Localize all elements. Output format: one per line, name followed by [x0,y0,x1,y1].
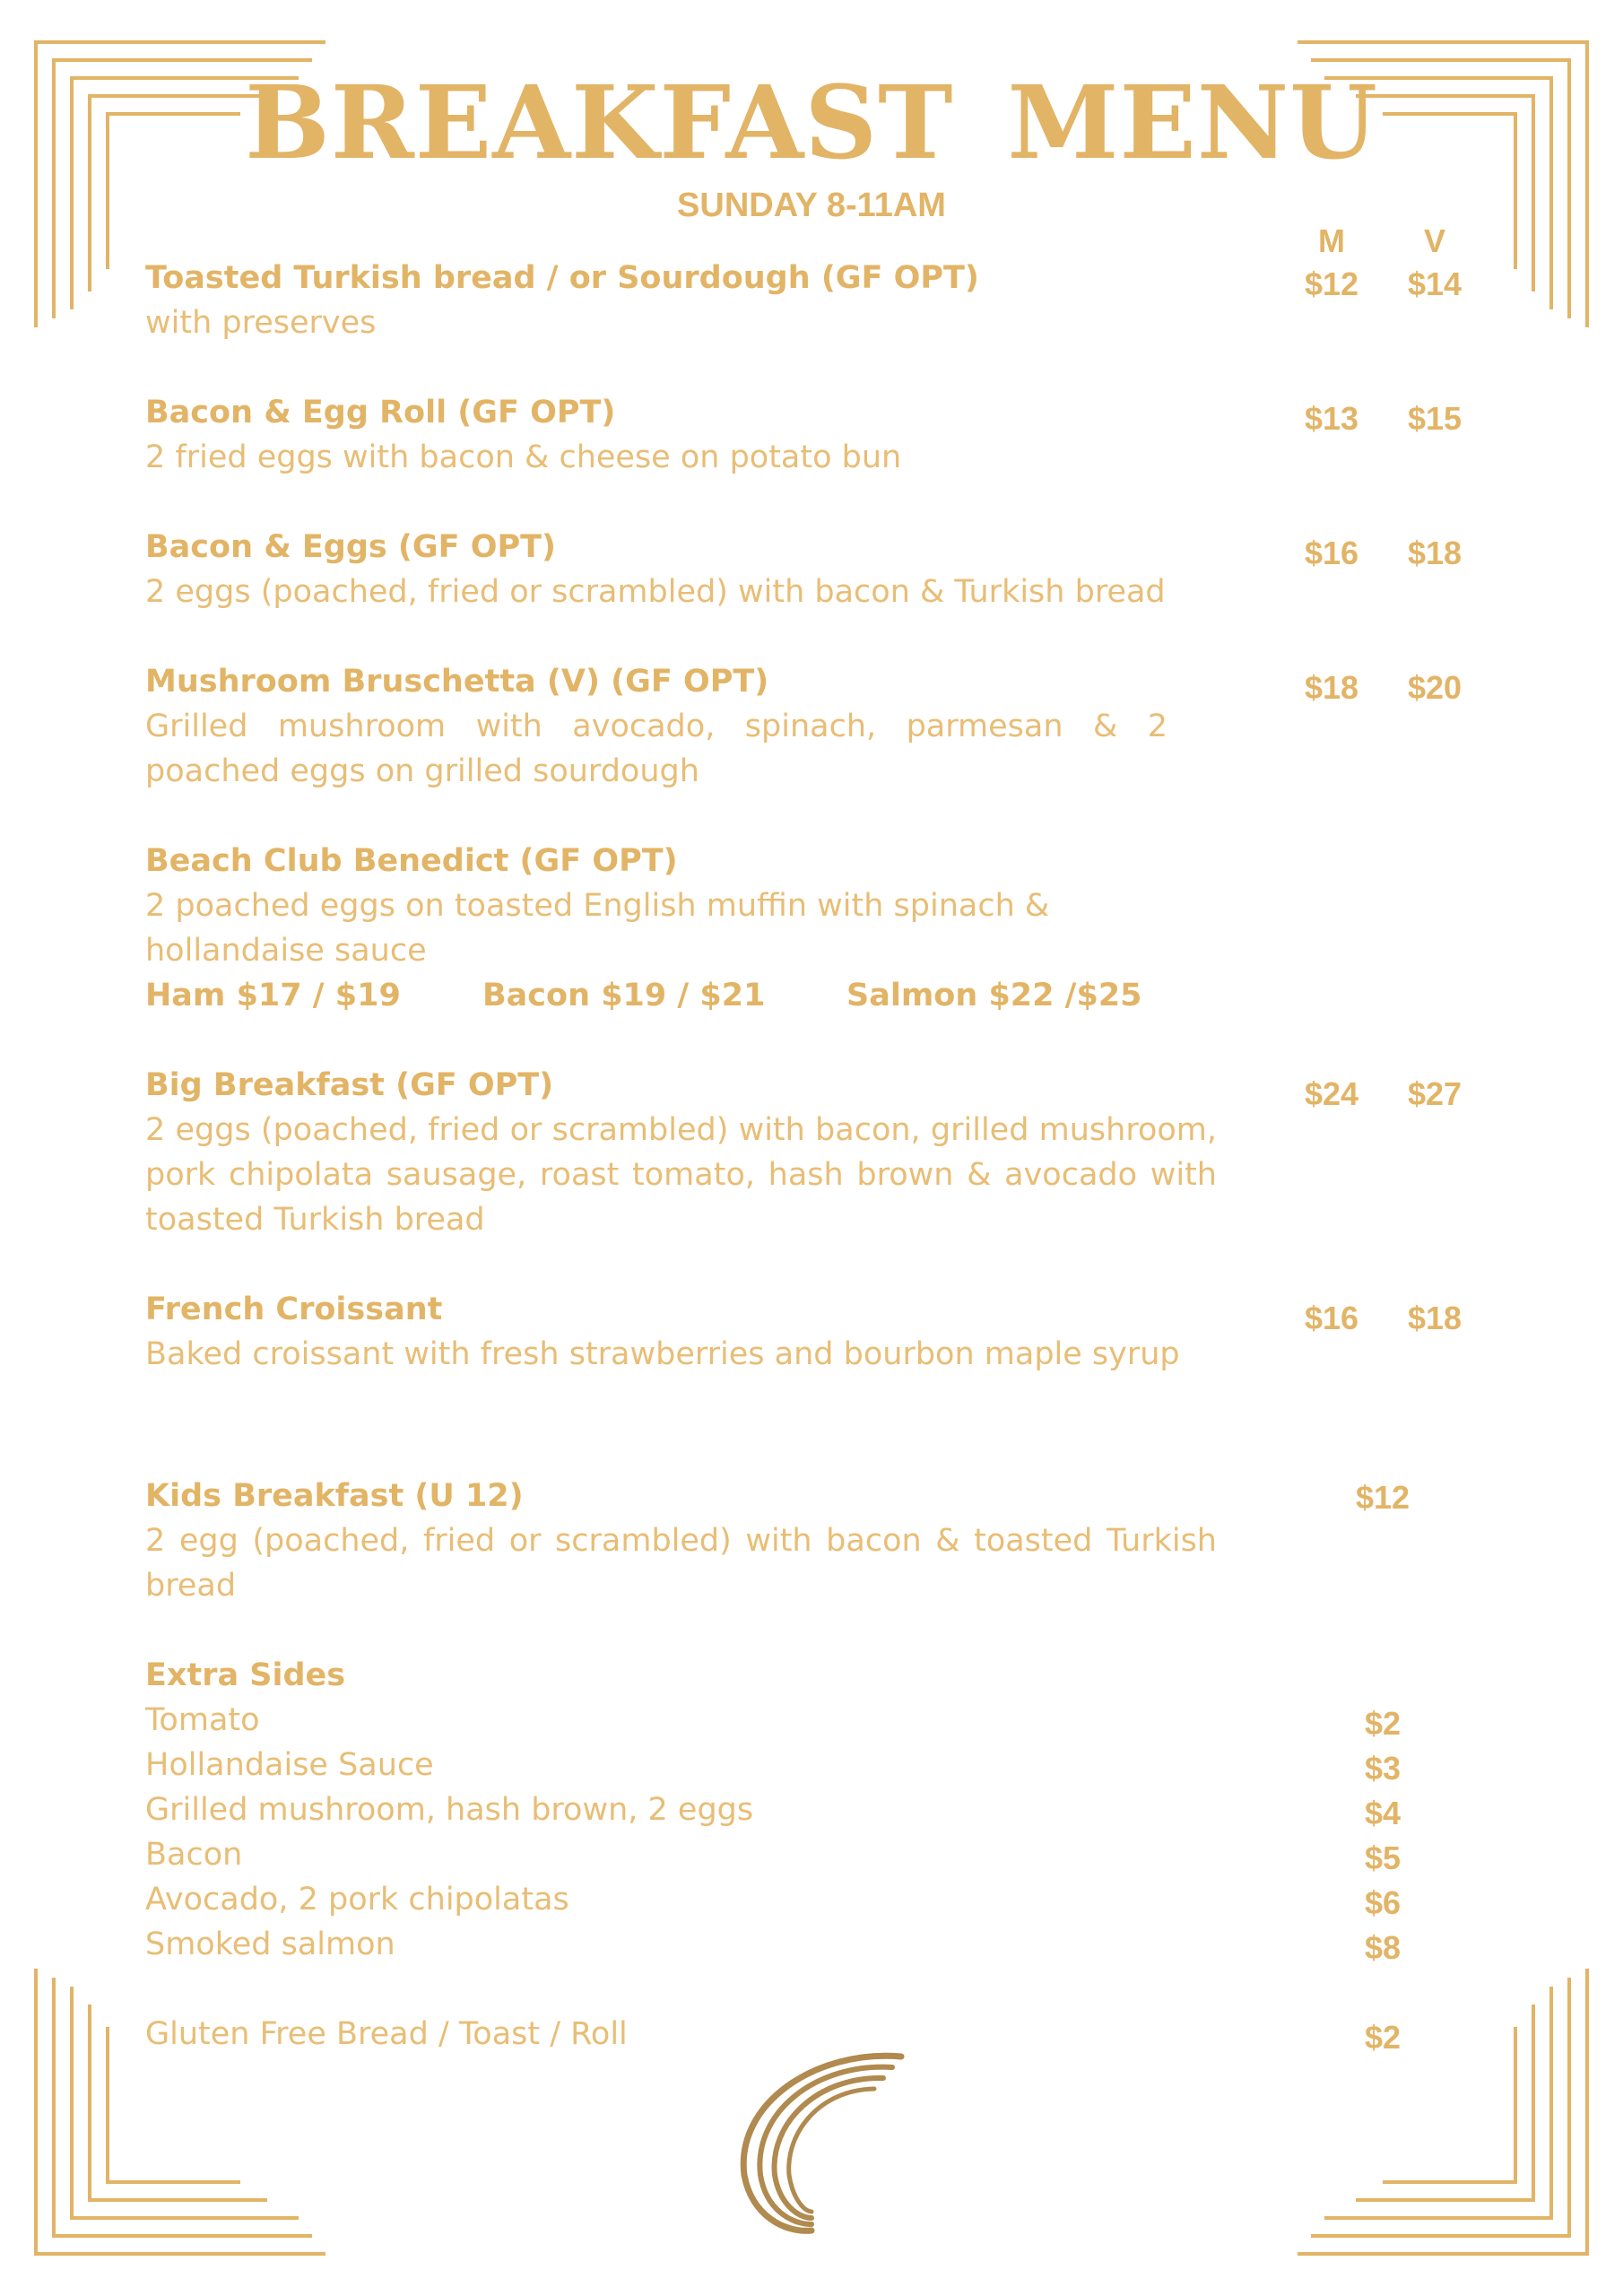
item-price-m: $16 [1304,1300,1359,1336]
menu-item [145,1287,1217,1377]
menu-hours: SUNDAY 8-11AM [677,187,946,224]
menu-item [145,839,1217,1018]
item-description: 2 fried eggs with bacon & cheese on potato bun [145,439,902,475]
menu-item [145,1063,1217,1242]
item-name: Kids Breakfast (U 12) [145,1478,524,1514]
side-price: $6 [1364,1884,1402,1921]
variant-bacon: Bacon $19 / $21 [482,978,766,1013]
item-description: 2 egg (poached, fried or scrambled) with bacon & toasted Turkish bread [145,1523,1217,1604]
menu-item [145,256,1217,345]
item-price-m: $13 [1304,400,1359,437]
side-price: $3 [1364,1750,1402,1787]
item-price-m: $16 [1304,535,1359,571]
side-row [145,1922,1428,1967]
gluten-free-price: $2 [1364,2019,1402,2056]
item-name: Bacon & Egg Roll (GF OPT) [145,395,616,430]
side-price: $5 [1364,1839,1402,1876]
menu-title: BREAKFAST MENU [245,65,1378,182]
side-label: Avocado, 2 pork chipolatas [145,1882,569,1918]
side-row [145,1743,1428,1787]
item-price-v: $18 [1407,535,1462,571]
side-row [145,1832,1428,1877]
menu-item [145,1474,1217,1608]
column-header-m: M [1318,222,1345,259]
item-price-m: $18 [1304,669,1359,706]
item-price-v: $27 [1407,1075,1462,1112]
extra-sides-heading: Extra Sides [145,1657,346,1693]
side-label: Bacon [145,1837,243,1873]
side-price: $2 [1364,1705,1402,1742]
gluten-free-label: Gluten Free Bread / Toast / Roll [145,2016,628,2052]
menu-item [145,525,1217,614]
arc-wave-logo-icon [708,2040,906,2238]
item-description: 2 poached eggs on toasted English muffin with spinach & hollandaise sauce [145,888,1050,969]
item-price-v: $18 [1407,1300,1462,1336]
side-price: $4 [1364,1795,1402,1831]
item-price-m: $12 [1304,265,1359,302]
item-name: Mushroom Bruschetta (V) (GF OPT) [145,664,769,700]
variant-ham: Ham $17 / $19 [145,978,401,1013]
item-price-v: $15 [1407,400,1462,437]
menu-item [145,659,1217,794]
item-description: Baked croissant with fresh strawberries and bourbon maple syrup [145,1336,1180,1372]
item-price: $12 [1355,1479,1410,1516]
variant-salmon: Salmon $22 /$25 [846,978,1142,1013]
side-row [145,1877,1428,1922]
item-name: Beach Club Benedict (GF OPT) [145,843,678,879]
item-name: Big Breakfast (GF OPT) [145,1067,554,1103]
side-price: $8 [1364,1929,1402,1966]
side-row [145,1698,1428,1743]
item-description: 2 eggs (poached, fried or scrambled) with bacon, grilled mushroom, pork chipolata sausage, roast tomato, hash brown & avocado with toasted Turkish bread [145,1112,1217,1238]
item-name: French Croissant [145,1292,443,1327]
column-header-v: V [1423,222,1445,259]
item-description: 2 eggs (poached, fried or scrambled) with bacon & Turkish bread [145,574,1166,610]
side-label: Tomato [145,1702,260,1738]
item-price-v: $14 [1407,265,1462,302]
item-price-m: $24 [1304,1075,1359,1112]
item-description: with preserves [145,305,377,341]
side-row [145,1787,1428,1832]
extra-sides [145,1653,1428,2057]
item-name: Toasted Turkish bread / or Sourdough (GF OPT) [145,260,979,296]
benedict-variants [145,973,1217,1018]
item-name: Bacon & Eggs (GF OPT) [145,529,557,565]
menu-item [145,390,1217,480]
side-label: Smoked salmon [145,1926,395,1962]
item-price-v: $20 [1407,669,1462,706]
side-label: Grilled mushroom, hash brown, 2 eggs [145,1792,754,1828]
side-label: Hollandaise Sauce [145,1747,434,1783]
item-description: Grilled mushroom with avocado, spinach, parmesan & 2 poached eggs on grilled sourdough [145,709,1167,789]
